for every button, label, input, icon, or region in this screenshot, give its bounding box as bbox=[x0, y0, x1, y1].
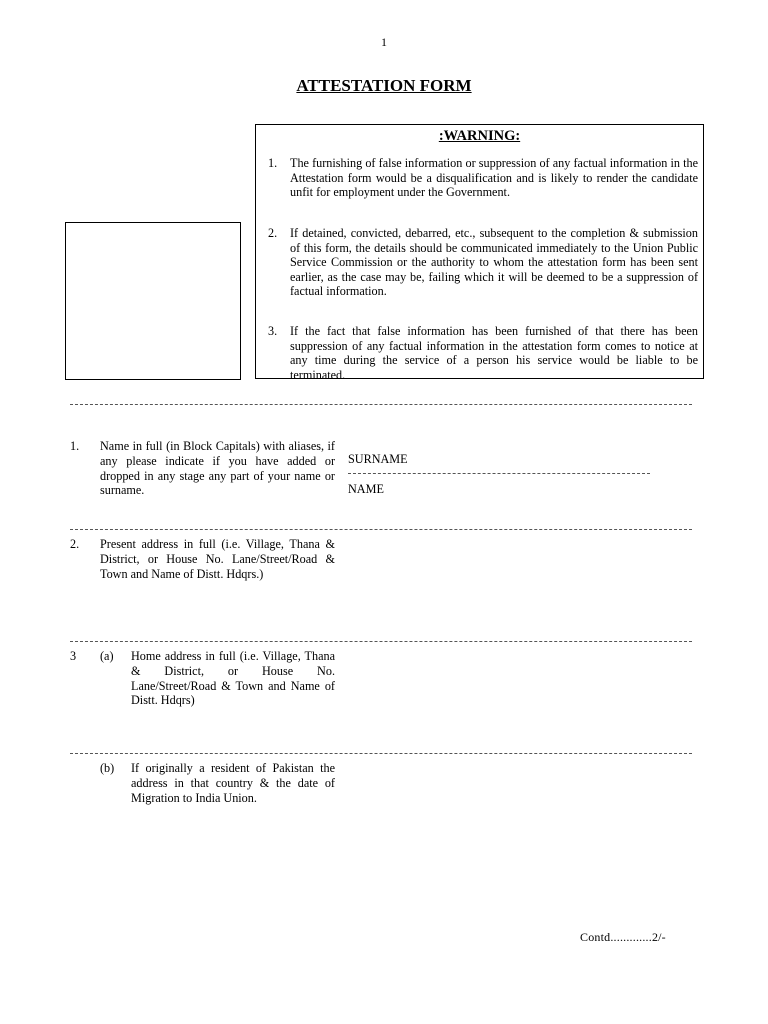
warning-item-text: The furnishing of false information or suppression of any factual information in the Attestation form would be a disqualification and is likely to render the candidate unfit for employment under the Government. bbox=[290, 156, 698, 200]
question-3b-sub: (b) bbox=[100, 761, 115, 775]
warning-item-number: 1. bbox=[268, 156, 278, 170]
warning-item bbox=[268, 226, 698, 299]
surname-label: SURNAME bbox=[348, 452, 408, 466]
surname-line[interactable] bbox=[348, 473, 650, 474]
continued-note: Contd.............2/- bbox=[580, 930, 666, 944]
question-3-number: 3 bbox=[70, 649, 77, 663]
question-3a-text: Home address in full (i.e. Village, Thana & District, or House No. Lane/Street/Road & Town and Name of Distt. Hdqrs) bbox=[131, 649, 335, 708]
question-1-number: 1. bbox=[70, 439, 80, 453]
question-3a-sub: (a) bbox=[100, 649, 114, 663]
separator-line bbox=[70, 753, 692, 754]
question-2-text: Present address in full (i.e. Village, Thana & District, or House No. Lane/Street/Road & Town and Name of Distt. Hdqrs.) bbox=[100, 537, 335, 581]
question-2-number: 2. bbox=[70, 537, 80, 551]
separator-line bbox=[70, 404, 692, 405]
warning-item-text: If the fact that false information has been furnished of that there has been suppression of any factual information in the attestation form comes to notice at any time during the service of a person his service would be liable to be terminated. bbox=[290, 324, 698, 382]
warning-item-number: 3. bbox=[268, 324, 278, 338]
warning-item bbox=[268, 324, 698, 382]
separator-line bbox=[70, 529, 692, 530]
separator-line bbox=[70, 641, 692, 642]
warning-item-text: If detained, convicted, debarred, etc., subsequent to the completion & submission of this form, the details should be communicated immediately to the Union Public Service Commission or the authority to whom the attestation form has been sent earlier, as the case may be, failing which it will be deemed to be a suppression of factual information. bbox=[290, 226, 698, 299]
name-label: NAME bbox=[348, 482, 384, 496]
form-title: ATTESTATION FORM bbox=[296, 76, 472, 95]
warning-box bbox=[255, 124, 704, 382]
question-1-text: Name in full (in Block Capitals) with aliases, if any please indicate if you have added or dropped in any stage any part of your name or surname. bbox=[100, 439, 335, 498]
question-3b-text: If originally a resident of Pakistan the address in that country & the date of Migration to India Union. bbox=[131, 761, 335, 805]
page-number: 1 bbox=[381, 35, 387, 49]
warning-item bbox=[268, 156, 698, 200]
warning-heading: :WARNING: bbox=[438, 128, 521, 144]
photo-box bbox=[65, 222, 241, 380]
warning-item-number: 2. bbox=[268, 226, 278, 240]
